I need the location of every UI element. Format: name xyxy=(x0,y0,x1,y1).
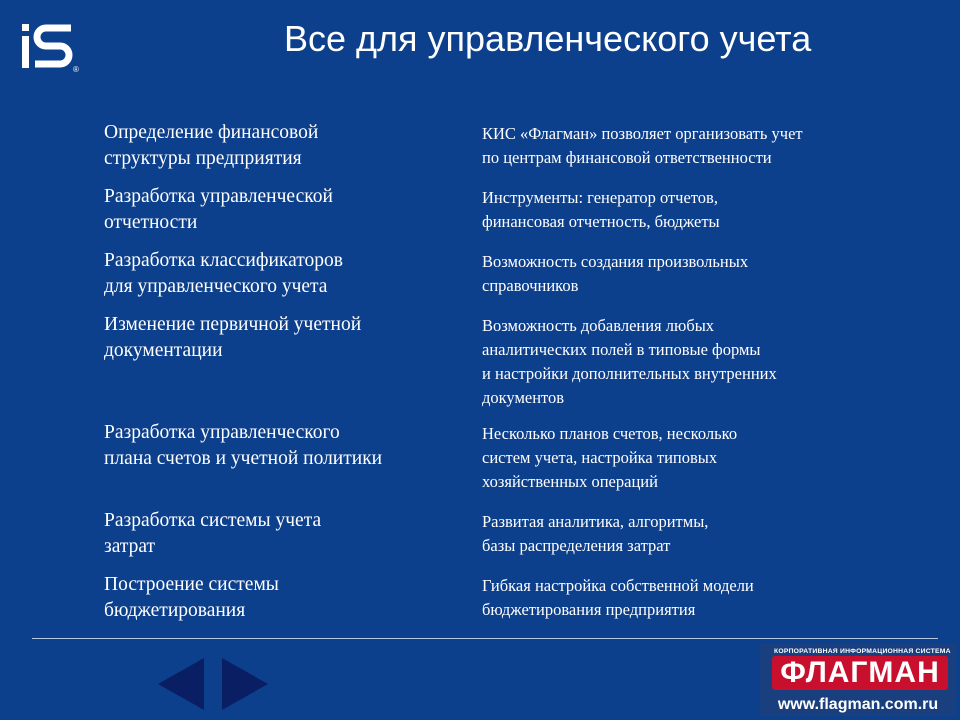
task-cell xyxy=(104,312,464,364)
triangle-right-icon xyxy=(220,656,270,712)
solution-line: аналитических полей в типовые формы xyxy=(482,340,761,359)
solution-line: Несколько планов счетов, несколько xyxy=(482,424,738,443)
task-line: затрат xyxy=(104,536,156,557)
solution-line: и настройки дополнительных внутренних xyxy=(482,364,777,383)
task-line: отчетности xyxy=(104,212,198,233)
task-line: Определение финансовой xyxy=(104,122,319,143)
brand-url[interactable]: www.flagman.com.ru xyxy=(777,696,939,713)
solution-line: Гибкая настройка собственной модели xyxy=(482,576,754,595)
solution-cell xyxy=(482,186,942,234)
solution-line: Инструменты: генератор отчетов, xyxy=(482,188,718,207)
flagman-brand-logo[interactable] xyxy=(760,644,956,716)
brand-name: ФЛАГМАН xyxy=(772,656,948,690)
task-line: документации xyxy=(104,340,223,361)
task-cell xyxy=(104,508,464,560)
task-line: бюджетирования xyxy=(104,600,246,621)
solution-line: финансовая отчетность, бюджеты xyxy=(482,212,720,231)
task-line: Разработка системы учета xyxy=(104,510,322,531)
task-cell xyxy=(104,248,464,300)
registered-mark: ® xyxy=(73,65,79,74)
task-cell xyxy=(104,572,464,624)
page-title: Все для управленческого учета xyxy=(284,18,812,59)
task-line: плана счетов и учетной политики xyxy=(104,448,383,469)
solution-line: систем учета, настройка типовых xyxy=(482,448,718,467)
solution-line: по центрам финансовой ответственности xyxy=(482,148,772,167)
solution-cell xyxy=(482,574,942,622)
task-line: для управленческого учета xyxy=(104,276,328,297)
solution-cell xyxy=(482,422,942,494)
task-cell xyxy=(104,120,464,172)
is-logo xyxy=(16,14,82,78)
task-line: Изменение первичной учетной xyxy=(104,314,362,335)
solution-cell xyxy=(482,510,942,558)
solution-line: Возможность добавления любых xyxy=(482,316,715,335)
solution-line: КИС «Флагман» позволяет организовать учет xyxy=(482,124,803,143)
task-line: Разработка управленческой xyxy=(104,186,333,207)
solution-cell xyxy=(482,250,942,298)
task-line: Разработка управленческого xyxy=(104,422,340,443)
task-cell xyxy=(104,420,464,472)
divider xyxy=(32,638,938,639)
task-line: Построение системы xyxy=(104,574,279,595)
solution-line: Возможность создания произвольных xyxy=(482,252,749,271)
brand-tagline: КОРПОРАТИВНАЯ ИНФОРМАЦИОННАЯ СИСТЕМА xyxy=(774,648,951,655)
triangle-left-icon xyxy=(156,656,206,712)
solution-line: Развитая аналитика, алгоритмы, xyxy=(482,512,709,531)
task-line: структуры предприятия xyxy=(104,148,302,169)
task-line: Разработка классификаторов xyxy=(104,250,343,271)
next-button[interactable] xyxy=(220,656,270,712)
solution-line: документов xyxy=(482,388,565,407)
solution-cell xyxy=(482,122,942,170)
prev-button[interactable] xyxy=(156,656,206,712)
solution-cell xyxy=(482,314,942,410)
solution-line: базы распределения затрат xyxy=(482,536,671,555)
task-cell xyxy=(104,184,464,236)
solution-line: хозяйственных операций xyxy=(482,472,658,491)
solution-line: бюджетирования предприятия xyxy=(482,600,696,619)
solution-line: справочников xyxy=(482,276,579,295)
